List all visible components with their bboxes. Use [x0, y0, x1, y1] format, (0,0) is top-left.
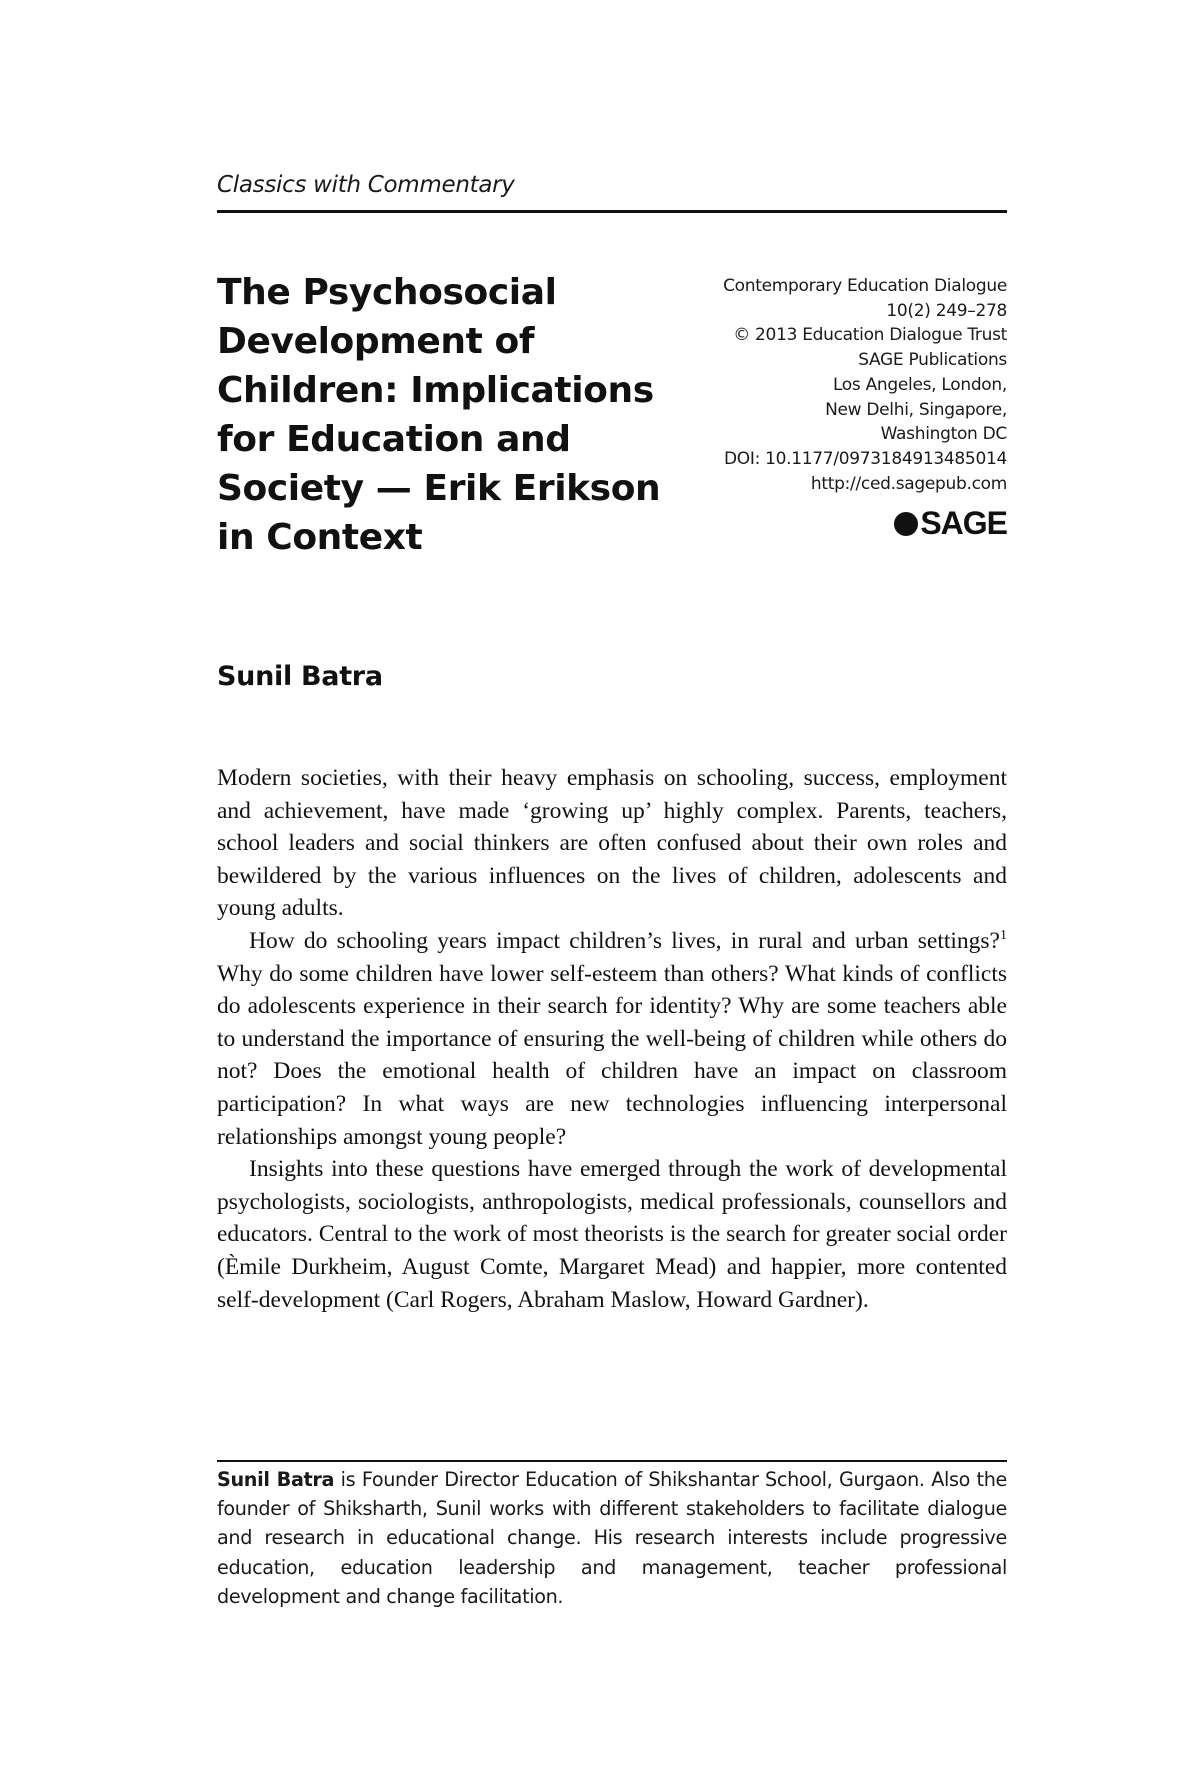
top-rule — [217, 210, 1007, 213]
footnote-marker[interactable]: 1 — [1000, 928, 1007, 944]
body-paragraph-3: Insights into these questions have emerged through the work of developmental psychologists, sociologists, anthropologists, medical professionals, counsellors and educators. Central to the work of most theorists is the search for greater social order (Èmile Durkheim, August Comte, Margaret Mead) and happier, more contented self-development (Carl Rogers, Abraham Maslow, Howard Gardner). — [217, 1156, 1007, 1313]
footnote-rule — [217, 1460, 1007, 1462]
journal-location-2: New Delhi, Singapore, — [825, 399, 1007, 420]
article-title: The Psychosocial Development of Children: Implications for Education and Society — Erik Erikson in Context — [217, 272, 661, 558]
sage-logo-text: SAGE — [920, 505, 1007, 541]
author-bio — [217, 1465, 1007, 1611]
sage-circle-icon — [894, 512, 918, 536]
body-paragraph-2-rest: Why do some children have lower self-esteem than others? What kinds of conflicts do adolescents experience in their search for identity? Why are some teachers able to understand the importance of ensuring the well-being of children while others do not? Does the emotional health of children have an impact on classroom participation? In what ways are new technologies influencing interpersonal relationships amongst young people? — [217, 960, 1007, 1150]
body-paragraph-2-start: How do schooling years impact children’s lives, in rural and urban settings? — [249, 927, 1000, 954]
journal-copyright: © 2013 Education Dialogue Trust — [733, 325, 1007, 346]
bio-text: is Founder Director Education of Shikshantar School, Gurgaon. Also the founder of Shiksharth, Sunil works with different stakeholders to facilitate dialogue and research in educational change. His research interests include progressive education, education leadership and management, teacher professional development and change facilitation. — [217, 1468, 1007, 1608]
journal-doi[interactable]: DOI: 10.1177/0973184913485014 — [724, 448, 1007, 469]
sage-logo — [894, 505, 1007, 542]
section-label: Classics with Commentary — [217, 172, 515, 198]
body-paragraph-2 — [217, 925, 1007, 1153]
journal-location-1: Los Angeles, London, — [832, 374, 1007, 395]
journal-location-3: Washington DC — [880, 424, 1007, 445]
bio-author-name: Sunil Batra — [217, 1468, 335, 1491]
journal-volume: 10(2) 249–278 — [886, 300, 1007, 321]
journal-name: Contemporary Education Dialogue — [723, 276, 1007, 296]
author-name: Sunil Batra — [217, 661, 383, 692]
article-body — [217, 762, 1007, 1316]
journal-info — [667, 274, 1007, 496]
body-paragraph-1: Modern societies, with their heavy emphasis on schooling, success, employment and achievement, have made ‘growing up’ highly complex. Parents, teachers, school leaders and social thinkers are often confused about their own roles and bewildered by the various influences on the lives of children, adolescents and young adults. — [217, 765, 1007, 922]
journal-publisher: SAGE Publications — [858, 350, 1007, 371]
journal-url[interactable]: http://ced.sagepub.com — [810, 473, 1007, 494]
